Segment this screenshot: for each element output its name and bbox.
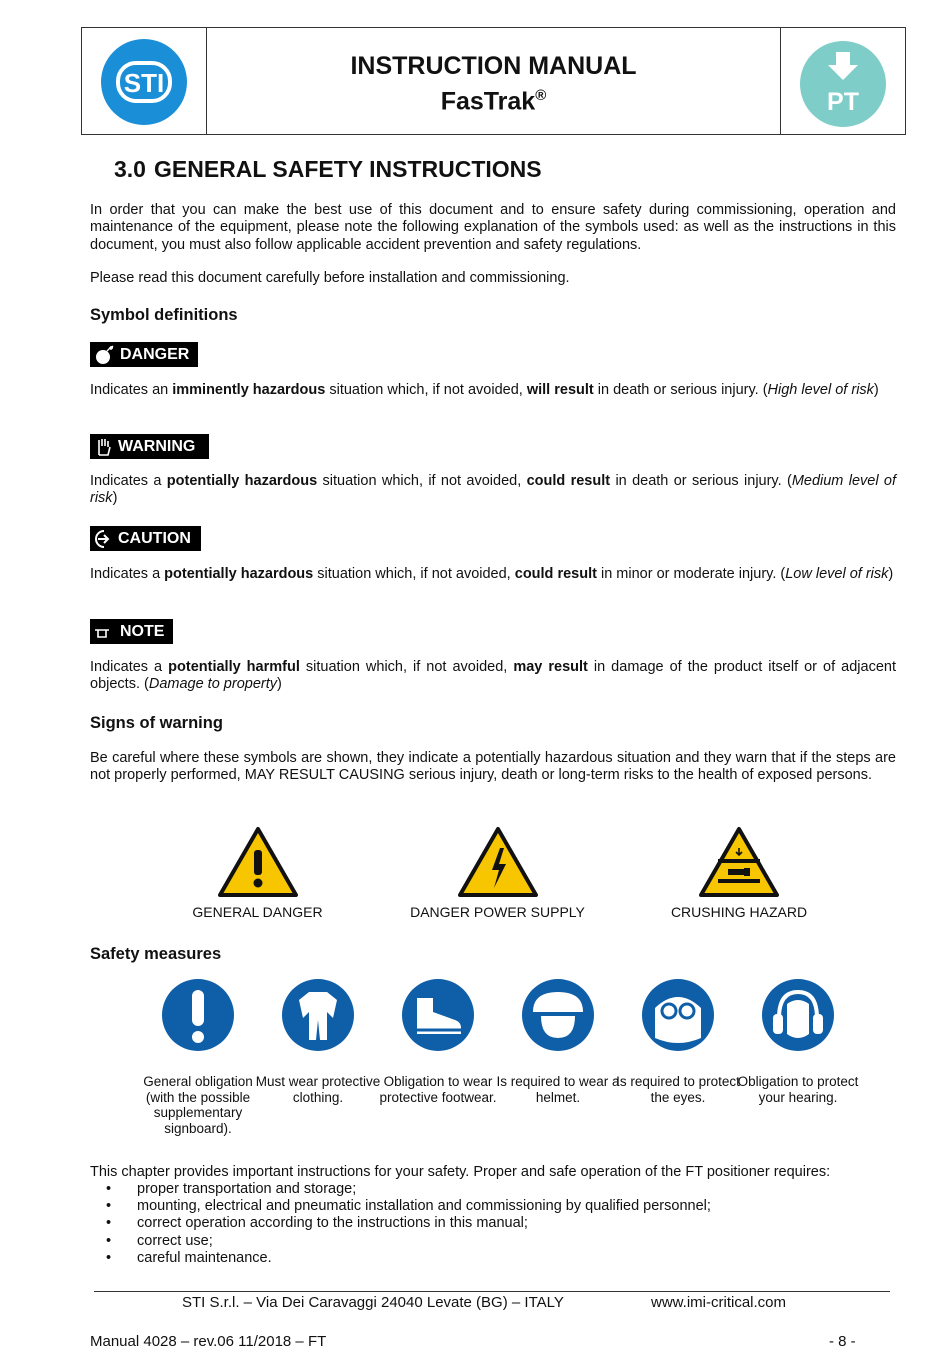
list-item: • correct operation according to the instructions in this manual; xyxy=(100,1215,711,1232)
safety-hearing-protection-label: Obligation to protect your hearing. xyxy=(737,1074,859,1105)
safety-protective-clothing xyxy=(253,978,383,1105)
requirements-list xyxy=(100,1181,711,1267)
signs-of-warning-heading: Signs of warning xyxy=(90,714,223,732)
ear-protection-icon xyxy=(761,978,835,1052)
safety-general-obligation-label: General obligation (with the possible supplementary signboard). xyxy=(143,1074,253,1136)
safety-helmet-label: Is required to wear a helmet. xyxy=(496,1074,620,1105)
symbol-definitions-heading: Symbol definitions xyxy=(90,306,238,324)
signs-of-warning-text: Be careful where these symbols are shown, they indicate a potentially hazardous situation and they warn that if the steps are not properly performed, MAY RESULT CAUSING serious injury, death or long-term risks to the health of exposed persons. xyxy=(90,750,896,784)
safety-general-obligation xyxy=(133,978,263,1136)
exclamation-circle-icon xyxy=(161,978,235,1052)
title-line-2 xyxy=(206,81,781,116)
note-badge xyxy=(90,619,173,644)
warning-description: Indicates a potentially hazardous situation which, if not avoided, could result in death or serious injury. (Medium level of risk) xyxy=(90,473,896,507)
pt-badge xyxy=(781,28,905,134)
page-header xyxy=(81,27,906,135)
safety-eye-protection xyxy=(613,978,743,1105)
pointing-hand-icon xyxy=(94,624,116,640)
hand-icon xyxy=(94,437,114,457)
section-heading xyxy=(114,156,542,183)
crushing-hazard-sign xyxy=(655,826,823,920)
safety-protective-footwear xyxy=(373,978,503,1105)
safety-protective-clothing-label: Must wear protective clothing. xyxy=(255,1074,381,1105)
section-title: GENERAL SAFETY INSTRUCTIONS xyxy=(153,156,542,182)
registered-mark: ® xyxy=(535,87,547,104)
warning-label: WARNING xyxy=(118,437,196,455)
logo-cell xyxy=(82,28,207,134)
footer-website: www.imi-critical.com xyxy=(651,1294,786,1311)
list-item: • careful maintenance. xyxy=(100,1250,711,1267)
section-number: 3.0 xyxy=(114,156,146,182)
danger-badge xyxy=(90,342,198,367)
footer-manual-ref: Manual 4028 – rev.06 11/2018 – FT xyxy=(90,1333,327,1350)
boot-icon xyxy=(401,978,475,1052)
danger-power-supply-sign xyxy=(400,826,595,920)
safety-eye-protection-label: Is required to protect the eyes. xyxy=(616,1074,740,1105)
document-title xyxy=(206,52,781,116)
list-item: • mounting, electrical and pneumatic installation and commissioning by qualified personnel; xyxy=(100,1198,711,1215)
footer-address: STI S.r.l. – Via Dei Caravaggi 24040 Levate (BG) – ITALY xyxy=(182,1294,564,1311)
intro-paragraph: In order that you can make the best use of this document and to ensure safety during commissioning, operation and maintenance of the equipment, please note the following explanation of the symbols used: as well as the instructions in this document, you must also follow applicable accident prevention and safety regulations. xyxy=(90,202,896,253)
product-name: FasTrak xyxy=(440,87,536,116)
note-description: Indicates a potentially harmful situation which, if not avoided, may result in damage of the product itself or of adjacent objects. (Damage to property) xyxy=(90,659,896,693)
arrow-right-icon xyxy=(94,529,114,549)
general-danger-sign xyxy=(175,826,340,920)
exclamation-triangle-icon xyxy=(217,826,299,898)
overalls-icon xyxy=(281,978,355,1052)
list-item: • correct use; xyxy=(100,1233,711,1250)
safety-hearing-protection xyxy=(733,978,863,1105)
warning-badge xyxy=(90,434,209,459)
bomb-icon xyxy=(94,345,116,365)
crushing-hazard-label: CRUSHING HAZARD xyxy=(670,904,808,920)
general-danger-label: GENERAL DANGER xyxy=(192,904,323,920)
caution-badge xyxy=(90,526,201,551)
safety-helmet xyxy=(493,978,623,1105)
goggles-icon xyxy=(641,978,715,1052)
sti-logo-text: STI xyxy=(123,68,165,98)
safety-protective-footwear-label: Obligation to wear protective footwear. xyxy=(379,1074,497,1105)
danger-power-supply-label: DANGER POWER SUPPLY xyxy=(410,904,585,920)
pt-badge-text: PT xyxy=(827,88,859,116)
title-line-1: INSTRUCTION MANUAL xyxy=(350,52,637,80)
safety-measures-heading: Safety measures xyxy=(90,945,222,963)
danger-description: Indicates an imminently hazardous situation which, if not avoided, will result in death or serious injury. (High level of risk) xyxy=(90,382,879,398)
lightning-triangle-icon xyxy=(457,826,539,898)
footer-divider xyxy=(94,1291,890,1292)
caution-label: CAUTION xyxy=(118,529,191,547)
helmet-icon xyxy=(521,978,595,1052)
danger-label: DANGER xyxy=(120,345,190,363)
crushing-triangle-icon xyxy=(698,826,780,898)
read-note: Please read this document carefully before installation and commissioning. xyxy=(90,270,570,286)
sti-logo xyxy=(82,28,206,134)
pt-badge-cell xyxy=(780,28,905,134)
note-label: NOTE xyxy=(120,622,165,640)
caution-description: Indicates a potentially hazardous situation which, if not avoided, could result in minor or moderate injury. (Low level of risk) xyxy=(90,566,894,582)
chapter-text: This chapter provides important instructions for your safety. Proper and safe operation of the FT positioner requires: xyxy=(90,1164,831,1180)
list-item: • proper transportation and storage; xyxy=(100,1181,711,1198)
page-number: - 8 - xyxy=(829,1333,856,1350)
